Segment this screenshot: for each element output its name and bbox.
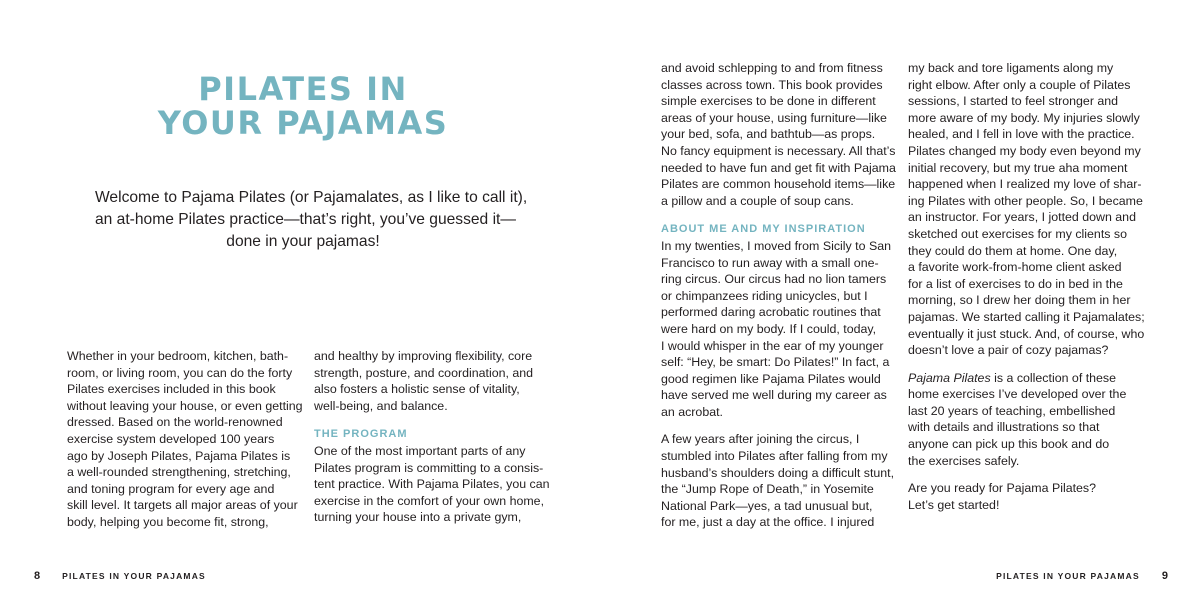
body-line: simple exercises to be done in different: [661, 94, 876, 109]
paragraph-gap: [908, 469, 1144, 480]
body-line: pajamas. We started calling it Pajamalates;: [908, 309, 1145, 324]
chapter-title: [150, 72, 456, 140]
body-line: Let’s get started!: [908, 497, 1000, 512]
body-line: with details and illustrations so that: [908, 420, 1100, 435]
title-line: YOUR PAJAMAS: [157, 104, 449, 142]
body-line: without leaving your house, or even getting: [67, 398, 303, 413]
body-line: well-being, and balance.: [314, 398, 448, 413]
body-line: classes across town. This book provides: [661, 77, 883, 92]
body-line: also fosters a holistic sense of vitality,: [314, 382, 520, 397]
intro-line: done in your pajamas!: [226, 233, 380, 250]
body-line: Pilates exercises included in this book: [67, 382, 276, 397]
body-line: Are you ready for Pajama Pilates?: [908, 481, 1097, 496]
body-line: A few years after joining the circus, I: [661, 432, 860, 447]
body-line: performed daring acrobatic routines that: [661, 305, 881, 320]
section-gap: [661, 209, 891, 221]
running-footer: PILATES IN YOUR PAJAMAS: [996, 571, 1140, 581]
body-line: stumbled into Pilates after falling from my: [661, 449, 888, 464]
body-line: body, helping you become fit, strong,: [67, 514, 269, 529]
body-line: needed to have fun and get fit with Pajama: [661, 160, 896, 175]
body-line: sessions, I started to feel stronger and: [908, 94, 1119, 109]
body-line: home exercises I’ve developed over the: [908, 387, 1127, 402]
body-line: In my twenties, I moved from Sicily to San: [661, 238, 891, 253]
body-line: were hard on my body. If I could, today,: [661, 321, 877, 336]
body-line: I would whisper in the ear of my younger: [661, 338, 884, 353]
body-line: National Park—yes, a tad unusual but,: [661, 498, 873, 513]
paragraph-gap: [661, 420, 891, 431]
section-heading-program: THE PROGRAM: [314, 428, 408, 441]
page-number: 9: [1161, 570, 1168, 582]
body-line: dressed. Based on the world-renowned: [67, 415, 283, 430]
body-text: is a collection of these: [990, 370, 1117, 385]
intro-line: an at-home Pilates practice—that’s right, you’ve guessed it—: [95, 211, 516, 228]
body-line: eventually it just stuck. And, of course, who: [908, 326, 1145, 341]
left-page-footer: [34, 570, 206, 582]
body-line: Pilates changed my body even beyond my: [908, 143, 1141, 158]
body-line: for me, just a day at the office. I injured: [661, 515, 875, 530]
body-line: room, or living room, you can do the forty: [67, 365, 293, 380]
body-line: exercise system developed 100 years: [67, 431, 275, 446]
body-line: exercise in the comfort of your own home,: [314, 493, 545, 508]
book-title-italic: Pajama Pilates: [908, 370, 991, 385]
body-line: a favorite work-from-home client asked: [908, 260, 1122, 275]
body-line: initial recovery, but my true aha moment: [908, 160, 1128, 175]
body-line: happened when I realized my love of shar-: [908, 177, 1142, 192]
body-line: Francisco to run away with a small one-: [661, 255, 879, 270]
page-number: 8: [34, 570, 41, 582]
body-line: have served me well during my career as: [661, 388, 887, 403]
body-line: Pilates are common household items—like: [661, 177, 896, 192]
body-line: No fancy equipment is necessary. All that’s: [661, 143, 896, 158]
body-line: Whether in your bedroom, kitchen, bath-: [67, 349, 289, 363]
paragraph-gap: [908, 359, 1144, 370]
body-line: strength, posture, and coordination, and: [314, 365, 534, 380]
running-footer: PILATES IN YOUR PAJAMAS: [62, 571, 206, 581]
body-line: a well-rounded strengthening, stretching,: [67, 465, 291, 480]
body-line: areas of your house, using furniture—like: [661, 110, 887, 125]
body-line: ago by Joseph Pilates, Pajama Pilates is: [67, 448, 291, 463]
body-line: One of the most important parts of any: [314, 443, 526, 458]
intro-paragraph: [95, 187, 528, 253]
title-line: PILATES IN: [198, 70, 408, 108]
body-line: they could do them at home. One day,: [908, 243, 1118, 258]
body-line: and avoid schlepping to and from fitness: [661, 61, 883, 75]
body-line: ing Pilates with other people. So, I became: [908, 193, 1143, 208]
section-heading-about-me: ABOUT ME AND MY INSPIRATION: [661, 223, 866, 236]
body-line: more aware of my body. My injuries slowly: [908, 110, 1140, 125]
section-gap: [314, 414, 546, 426]
body-line: skill level. It targets all major areas of your: [67, 498, 298, 513]
body-line: sketched out exercises for my clients so: [908, 226, 1127, 241]
body-line: self: “Hey, be smart: Do Pilates!” In fact, a: [661, 355, 890, 370]
right-column-2: [908, 60, 1144, 513]
right-page-footer: [996, 570, 1168, 582]
body-line: a pillow and a couple of soup cans.: [661, 193, 854, 208]
body-line: your bed, sofa, and bathtub—as props.: [661, 127, 876, 142]
body-line: the “Jump Rope of Death,” in Yosemite: [661, 482, 874, 497]
body-line: doesn’t love a pair of cozy pajamas?: [908, 343, 1109, 358]
left-column-2: [314, 348, 550, 526]
body-line: healed, and I fell in love with the practice.: [908, 127, 1135, 142]
body-line: last 20 years of teaching, embellished: [908, 403, 1116, 418]
body-line: right elbow. After only a couple of Pilates: [908, 77, 1131, 92]
body-line: for a list of exercises to do in bed in the: [908, 276, 1123, 291]
body-line: or chimpanzees riding unicycles, but I: [661, 288, 868, 303]
intro-line: Welcome to Pajama Pilates (or Pajamalates, as I like to call it),: [95, 189, 528, 206]
body-line: ring circus. Our circus had no lion tamers: [661, 272, 887, 287]
body-line: turning your house into a private gym,: [314, 510, 522, 525]
body-line: good regimen like Pajama Pilates would: [661, 371, 881, 386]
body-line: morning, so I drew her doing them in her: [908, 293, 1131, 308]
body-line: [908, 370, 1144, 387]
body-line: the exercises safely.: [908, 453, 1020, 468]
body-line: and healthy by improving flexibility, core: [314, 349, 533, 363]
body-line: an acrobat.: [661, 404, 723, 419]
body-line: Pilates program is committing to a consis-: [314, 460, 544, 475]
body-line: my back and tore ligaments along my: [908, 61, 1114, 75]
body-line: husband’s shoulders doing a difficult stunt,: [661, 465, 895, 480]
body-line: an instructor. For years, I jotted down and: [908, 210, 1136, 225]
body-line: tent practice. With Pajama Pilates, you can: [314, 477, 550, 492]
left-column-1: [67, 348, 303, 531]
body-line: and toning program for every age and: [67, 481, 275, 496]
body-line: anyone can pick up this book and do: [908, 437, 1110, 452]
right-column-1: [661, 60, 896, 531]
